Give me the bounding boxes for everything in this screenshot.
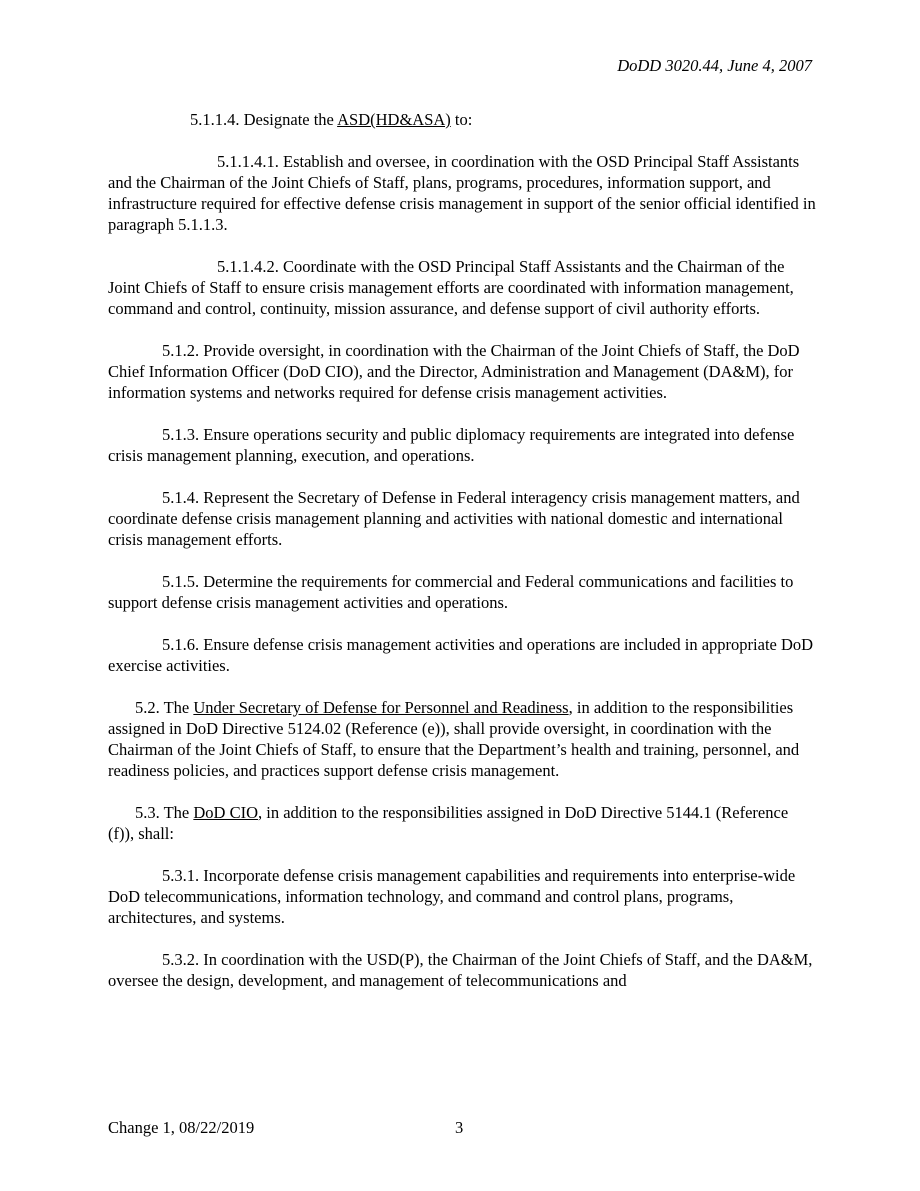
paragraph-5-1-5: 5.1.5. Determine the requirements for commercial and Federal communications and facilities to support defense crisis management activities and operations.	[108, 572, 794, 612]
usd-personnel-readiness-link: Under Secretary of Defense for Personnel and Readiness	[193, 698, 569, 717]
page-number: 3	[455, 1118, 464, 1137]
paragraph-5-1-1-4	[108, 109, 818, 130]
paragraph-5-1-4: 5.1.4. Represent the Secretary of Defense in Federal interagency crisis management matters, and coordinate defense crisis management planning and activities with national domestic and international crisis management efforts.	[108, 488, 800, 549]
paragraph-5-1-1-4-2: 5.1.1.4.2. Coordinate with the OSD Principal Staff Assistants and the Chairman of the Joint Chiefs of Staff to ensure crisis management efforts are coordinated with information management, command and control, continuity, mission assurance, and defense support of civil authority efforts.	[108, 257, 794, 318]
document-body	[108, 109, 818, 1012]
document-citation-header: DoDD 3020.44, June 4, 2007	[617, 56, 812, 75]
paragraph-text: , in addition to the responsibilities assigned in DoD Directive 5144.1 (Reference (f)), shall:	[108, 803, 789, 843]
paragraph-5-1-6: 5.1.6. Ensure defense crisis management activities and operations are included in appropriate DoD exercise activities.	[108, 635, 814, 675]
paragraph-text: to:	[450, 110, 473, 129]
paragraph-5-3-2: 5.3.2. In coordination with the USD(P), the Chairman of the Joint Chiefs of Staff, and the DA&M, oversee the design, development, and management of telecommunications and	[108, 950, 813, 990]
paragraph-5-3	[108, 802, 818, 844]
dod-cio-link: DoD CIO	[193, 803, 258, 822]
paragraph-text: 5.2. The	[135, 698, 194, 717]
change-footer: Change 1, 08/22/2019	[108, 1118, 255, 1137]
paragraph-5-2	[108, 697, 818, 781]
paragraph-text: , in addition to the responsibilities assigned in DoD Directive 5124.02 (Reference (e)), shall provide oversight, in coordination with the Chairman of the Joint Chiefs of Staff, to ensure that the Department’s health and training, personnel, and readiness policies, and practices support defense crisis management.	[108, 698, 800, 780]
paragraph-5-1-3: 5.1.3. Ensure operations security and public diplomacy requirements are integrated into defense crisis management planning, execution, and operations.	[108, 425, 795, 465]
paragraph-5-1-2: 5.1.2. Provide oversight, in coordination with the Chairman of the Joint Chiefs of Staff, the DoD Chief Information Officer (DoD CIO), and the Director, Administration and Management (DA&M), for information systems and networks required for defense crisis management activities.	[108, 341, 800, 402]
paragraph-text: 5.1.1.4. Designate the	[190, 110, 338, 129]
paragraph-5-3-1: 5.3.1. Incorporate defense crisis management capabilities and requirements into enterprise-wide DoD telecommunications, information technology, and command and control plans, programs, architectures, and systems.	[108, 866, 796, 927]
paragraph-5-1-1-4-1: 5.1.1.4.1. Establish and oversee, in coordination with the OSD Principal Staff Assistants and the Chairman of the Joint Chiefs of Staff, plans, programs, procedures, information support, and infrastructure required for effective defense crisis management in support of the senior official identified in paragraph 5.1.1.3.	[108, 152, 816, 234]
asd-hd-asa-link: ASD(HD&ASA)	[337, 110, 451, 129]
paragraph-text: 5.3. The	[135, 803, 194, 822]
